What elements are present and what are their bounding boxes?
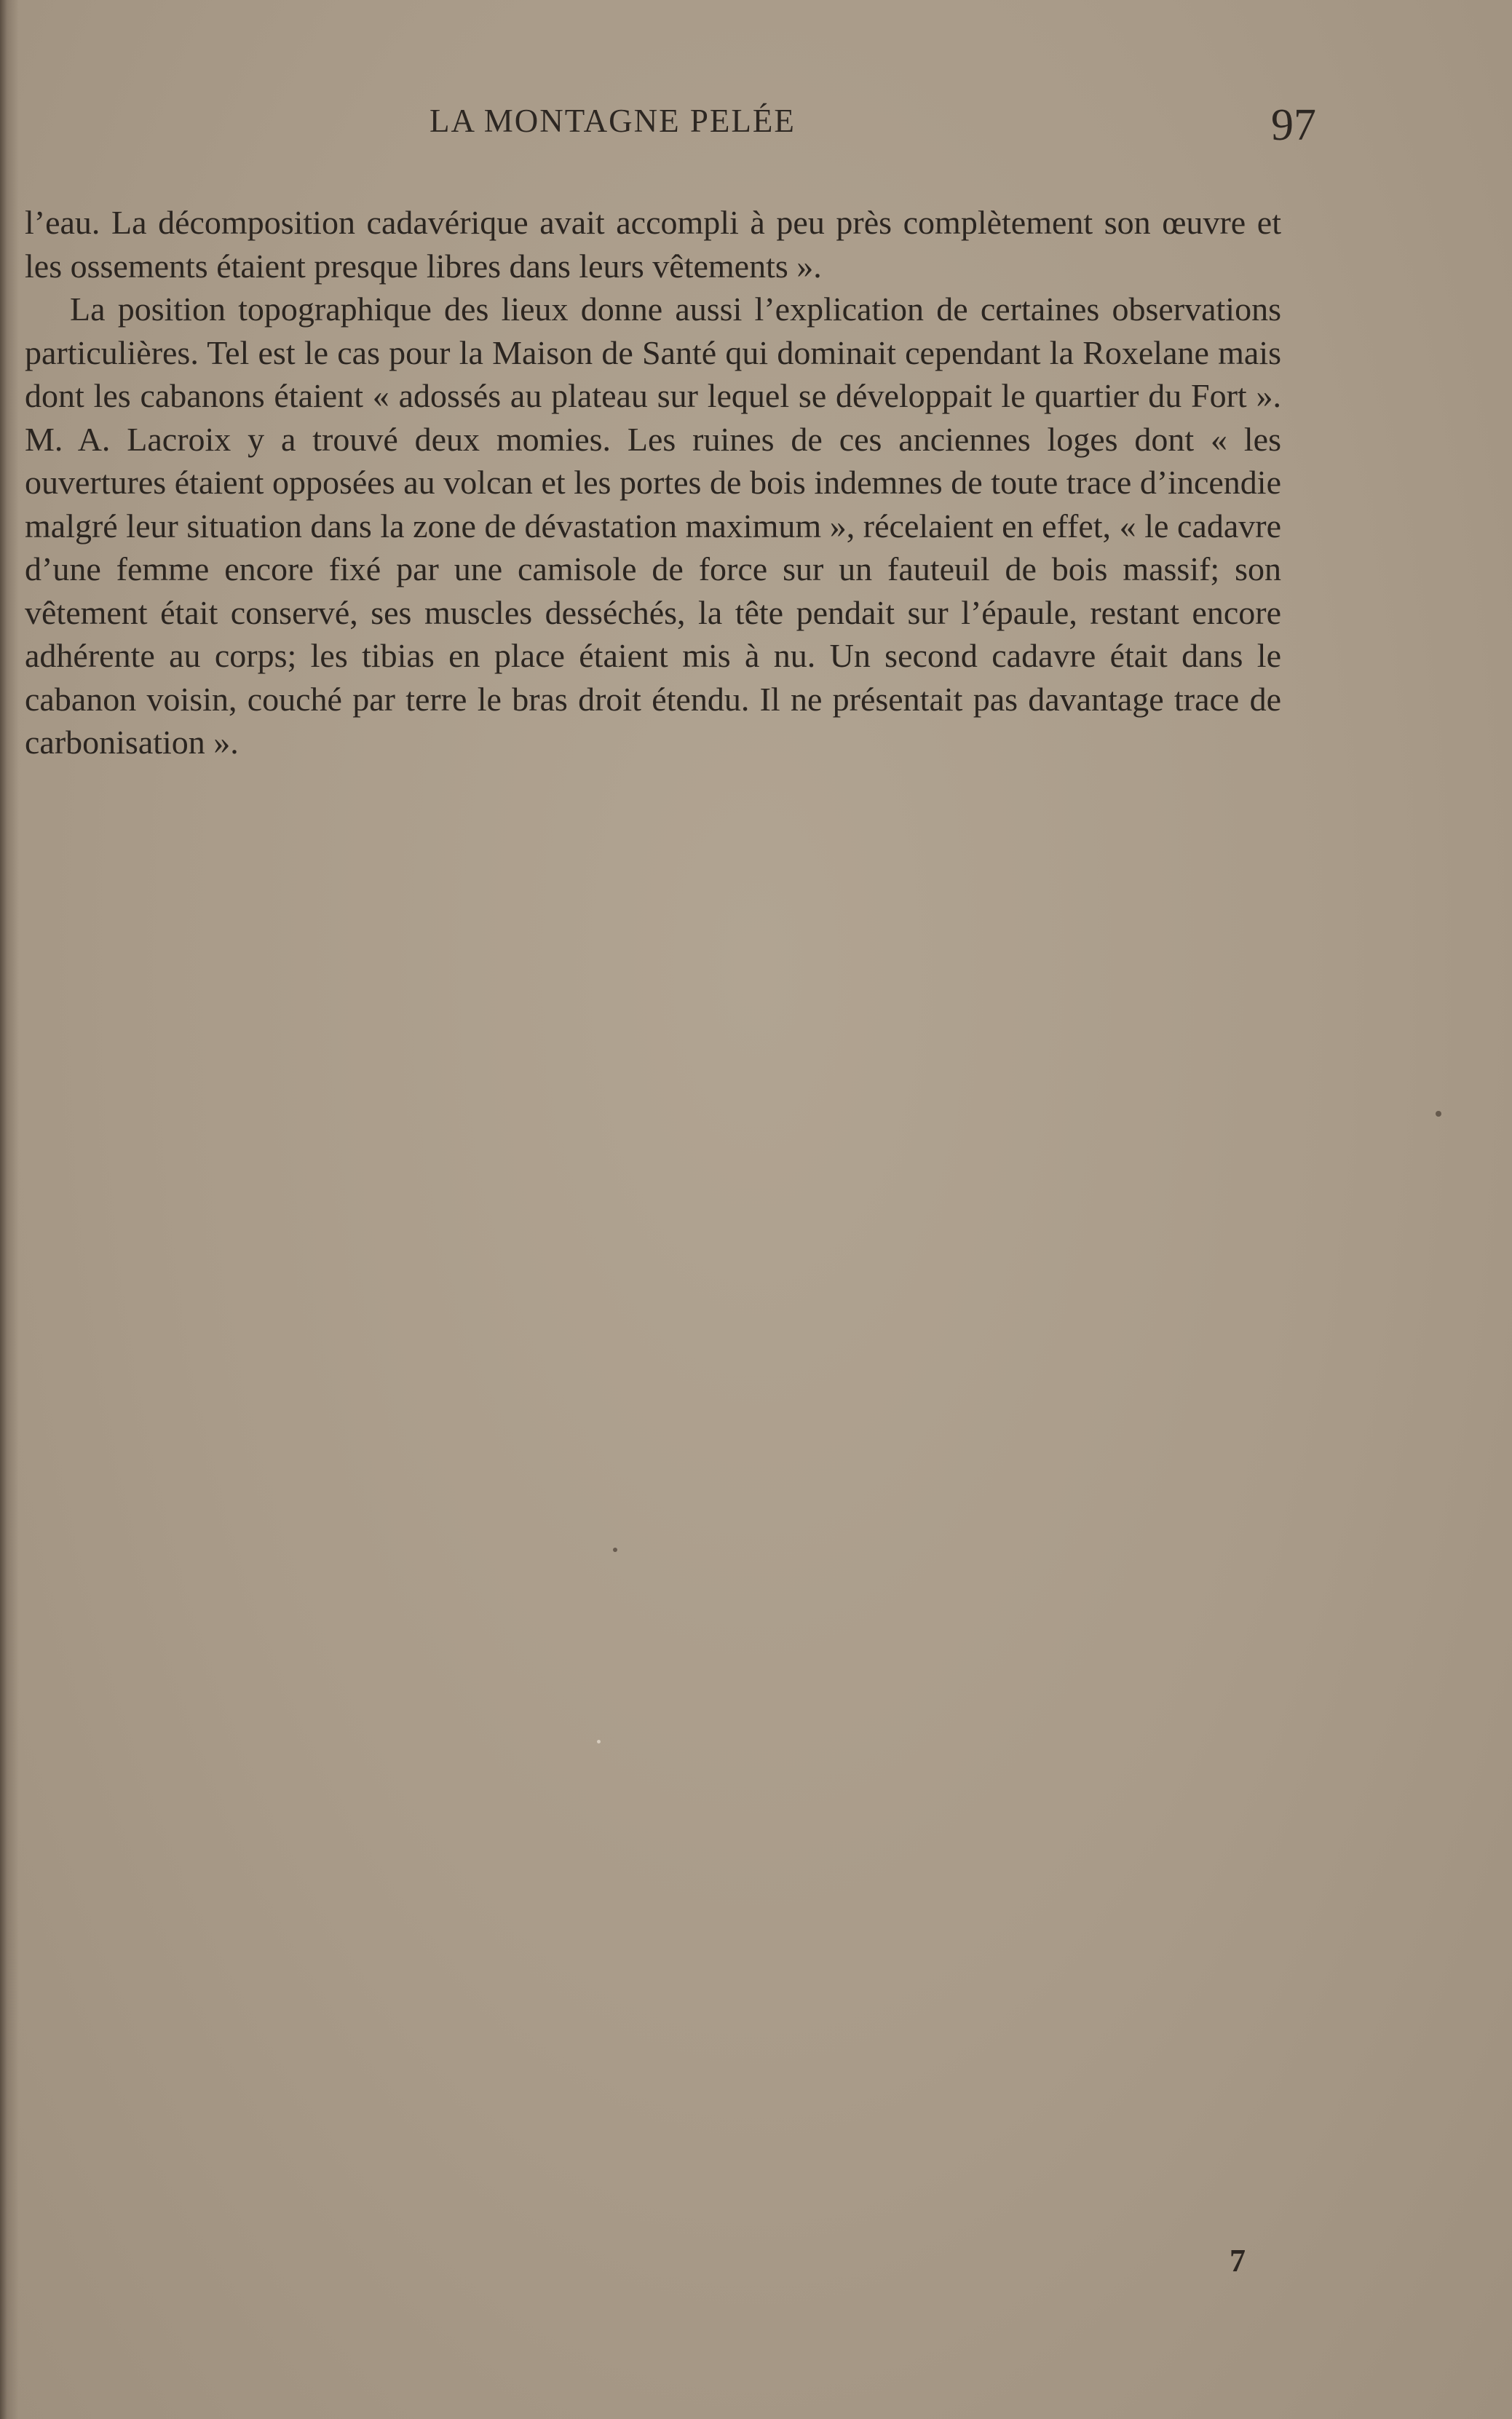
body-text <box>25 201 1281 764</box>
running-title: LA MONTAGNE PELÉE <box>430 103 796 139</box>
paper-speck <box>597 1740 601 1743</box>
paragraph: La position topographique des lieux donne aussi l’explication de certaines observations particulières. Tel est le cas pour la Maison de Santé qui dominait cependant la Roxelane mais dont les cabanons étaient « adossés au plateau sur lequel se développait le quartier du Fort ». M. A. Lacroix y a trouvé deux momies. Les ruines de ces anciennes loges dont « les ouvertures étaient opposées au volcan et les portes de bois indemnes de toute trace d’incendie malgré leur situation dans la zone de dévastation maximum », récelaient en effet, « le cadavre d’une femme encore fixé par une camisole de force sur un fauteuil de bois massif; son vêtement était conservé, ses muscles desséchés, la tête pendait sur l’épaule, restant encore adhérente au corps; les tibias en place étaient mis à nu. Un second cadavre était dans le cabanon voisin, couché par terre le bras droit étendu. Il ne présentait pas davantage trace de carbonisation ». <box>25 290 1281 761</box>
signature-mark: 7 <box>1230 2243 1246 2279</box>
page-number: 97 <box>1271 100 1316 150</box>
paper-speck <box>1436 1111 1441 1117</box>
paragraph: l’eau. La décomposition cadavérique avait accompli à peu près complètement son œuvre et les ossements étaient presque libres dans leurs vêtements ». <box>25 204 1281 285</box>
page-edge-shadow <box>0 0 19 2419</box>
paper-speck <box>613 1548 617 1552</box>
